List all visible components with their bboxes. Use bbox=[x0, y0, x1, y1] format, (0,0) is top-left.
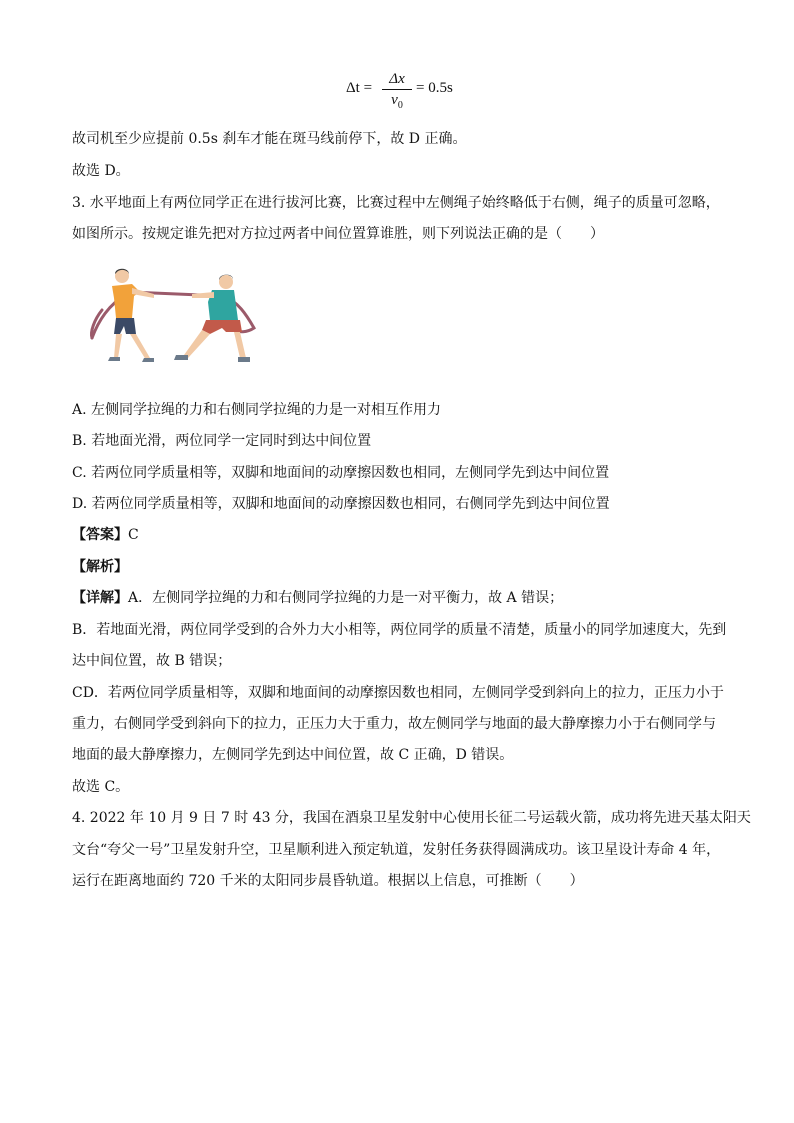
formula-rhs: = 0.5s bbox=[416, 80, 453, 96]
detail-a-line bbox=[72, 588, 563, 608]
detail-a-text: A．左侧同学拉绳的力和右侧同学拉绳的力是一对平衡力，故 A 错误； bbox=[128, 590, 564, 606]
option-d: D. 若两位同学质量相等，双脚和地面间的动摩擦因数也相同，右侧同学先到达中间位置 bbox=[72, 496, 610, 512]
right-shoe-back bbox=[238, 357, 250, 362]
formula-denominator bbox=[382, 91, 412, 115]
question-4-line-3: 运行在距离地面约 720 千米的太阳同步晨昏轨道。根据以上信息，可推断（ ） bbox=[72, 873, 584, 889]
answer-line bbox=[72, 525, 139, 545]
left-student bbox=[108, 269, 154, 362]
detail-cd-line-3: 地面的最大静摩擦力，左侧同学先到达中间位置，故 C 正确，D 错误。 bbox=[72, 747, 514, 763]
formula-fraction bbox=[382, 70, 412, 115]
right-leg-back bbox=[234, 332, 246, 358]
right-shorts bbox=[202, 320, 242, 334]
right-arm bbox=[192, 292, 214, 298]
question-3-line-1: 3. 水平地面上有两位同学正在进行拔河比赛，比赛过程中左侧绳子始终略低于右侧，绳子的质量可忽略， bbox=[72, 195, 720, 211]
detail-b-line-1: B．若地面光滑，两位同学受到的合外力大小相等，两位同学的质量不清楚，质量小的同学加速度大，先到 bbox=[72, 622, 727, 638]
time-formula bbox=[346, 70, 466, 114]
option-b: B. 若地面光滑，两位同学一定同时到达中间位置 bbox=[72, 433, 372, 449]
option-a: A. 左侧同学拉绳的力和右侧同学拉绳的力是一对相互作用力 bbox=[72, 402, 442, 418]
detail-cd-line-2: 重力，右侧同学受到斜向下的拉力，正压力大于重力，故左侧同学与地面的最大静摩擦力小于右侧同学与 bbox=[72, 716, 716, 732]
right-student bbox=[174, 275, 250, 362]
choose-c-line: 故选 C。 bbox=[72, 779, 130, 795]
formula-denominator-sub: 0 bbox=[397, 100, 403, 111]
formula-lhs: Δt = bbox=[346, 80, 373, 96]
left-shorts bbox=[114, 318, 136, 334]
left-leg-front bbox=[130, 334, 150, 360]
left-shoe-back bbox=[108, 357, 120, 361]
question-4-line-1: 4. 2022 年 10 月 9 日 7 时 43 分，我国在酒泉卫星发射中心使用长征二号运载火箭，成功将先进天基太阳天 bbox=[72, 810, 751, 826]
left-shoe-front bbox=[142, 358, 154, 362]
option-c: C. 若两位同学质量相等，双脚和地面间的动摩擦因数也相同，左侧同学先到达中间位置 bbox=[72, 465, 610, 481]
right-leg-front bbox=[184, 330, 210, 358]
question-3-line-2: 如图所示。按规定谁先把对方拉过两者中间位置算谁胜，则下列说法正确的是（ ） bbox=[72, 226, 604, 242]
left-leg-back bbox=[114, 334, 122, 358]
formula-numerator: Δx bbox=[389, 71, 405, 87]
right-head bbox=[219, 275, 233, 289]
detail-label: 【详解】 bbox=[72, 590, 128, 606]
analysis-label: 【解析】 bbox=[72, 559, 128, 575]
fraction-bar bbox=[382, 89, 412, 90]
formula-denominator-var: v bbox=[391, 92, 398, 108]
detail-b-line-2: 达中间位置，故 B 错误； bbox=[72, 653, 232, 669]
detail-cd-line-1: CD．若两位同学质量相等，双脚和地面间的动摩擦因数也相同，左侧同学受到斜向上的拉力，正压力小于 bbox=[72, 685, 724, 701]
choose-d-line: 故选 D。 bbox=[72, 163, 130, 179]
right-shoe-front bbox=[174, 355, 188, 360]
answer-value: C bbox=[128, 527, 139, 543]
tug-of-war-illustration bbox=[88, 262, 268, 374]
conclusion-line: 故司机至少应提前 0.5s 刹车才能在斑马线前停下，故 D 正确。 bbox=[72, 131, 467, 147]
question-4-line-2: 文台“夸父一号”卫星发射升空，卫星顺利进入预定轨道，发射任务获得圆满成功。该卫星设计寿命 4 年， bbox=[72, 842, 721, 858]
answer-label: 【答案】 bbox=[72, 527, 128, 543]
